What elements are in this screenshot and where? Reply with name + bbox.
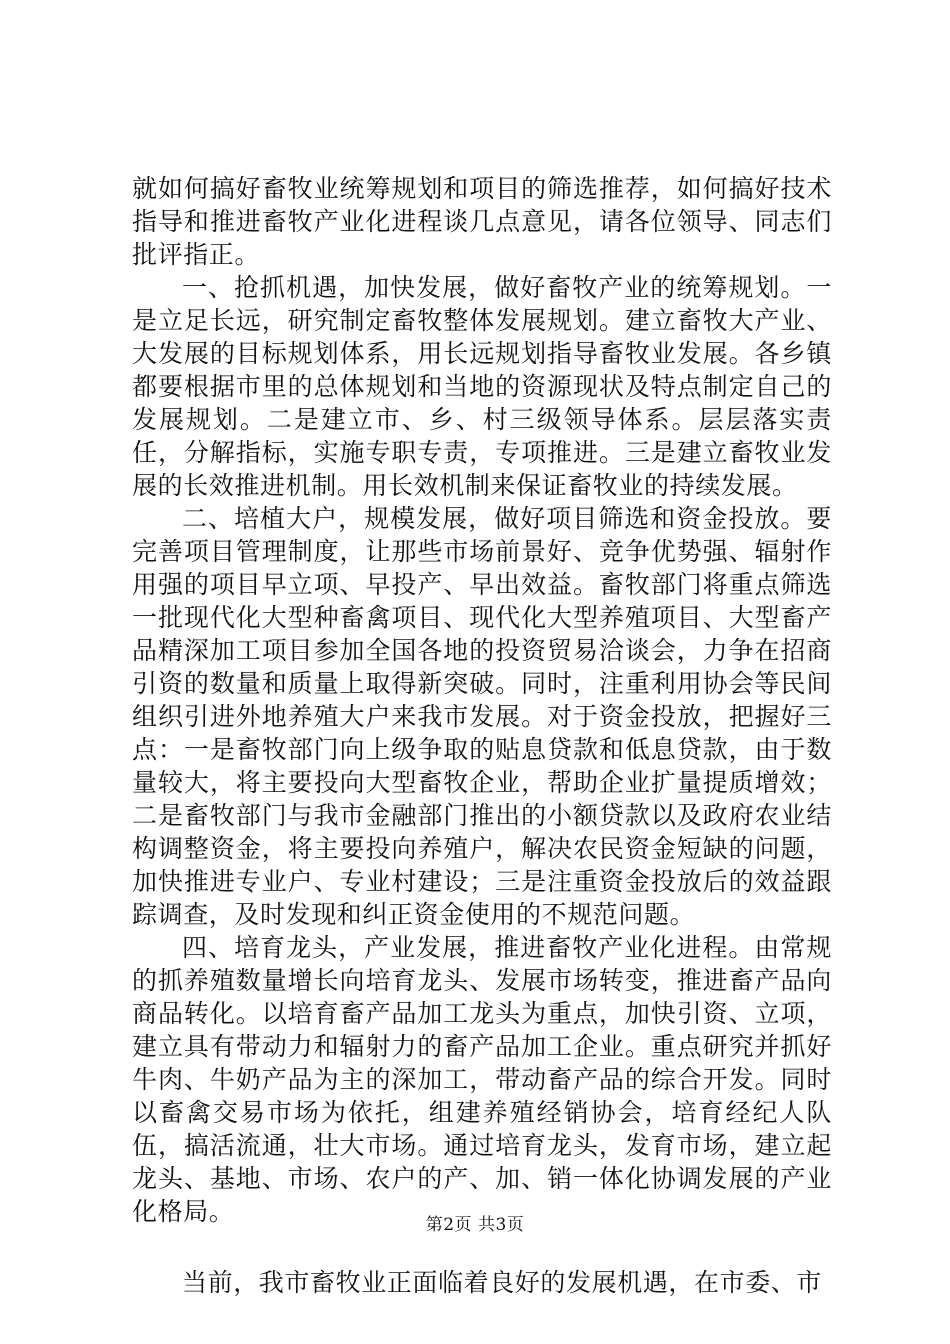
paragraph-intro: 就如何搞好畜牧业统筹规划和项目的筛选推荐，如何搞好技术指导和推进畜牧产业化进程谈几点意见，请各位领导、同志们批评指正。 — [132, 174, 832, 269]
page-footer: 第2页 共3页 — [425, 1215, 525, 1235]
paragraph-section-four: 四、培育龙头，产业发展，推进畜牧产业化进程。由常规的抓养殖数量增长向培育龙头、发展市场转变，推进畜产品向商品转化。以培育畜产品加工龙头为重点，加快引资、立项，建立具有带动力和辐射力的畜产品加工企业。重点研究并抓好牛肉、牛奶产品为主的深加工，带动畜产品的综合开发。同时以畜禽交易市场为依托，组建养殖经销协会，培育经纪人队伍，搞活流通，壮大市场。通过培育龙头，发育市场，建立起龙头、基地、市场、农户的产、加、销一体化协调发展的产业化格局。 — [132, 933, 832, 1226]
paragraph-closing: 当前，我市畜牧业正面临着良好的发展机遇，在市委、市 — [182, 1268, 823, 1297]
paragraph-section-one: 一、抢抓机遇，加快发展，做好畜牧产业的统筹规划。一是立足长远，研究制定畜牧整体发展规划。建立畜牧大产业、大发展的目标规划体系，用长远规划指导畜牧业发展。各乡镇都要根据市里的总体规划和当地的资源现状及特点制定自己的发展规划。二是建立市、乡、村三级领导体系。层层落实责任，分解指标，实施专职专责，专项推进。三是建立畜牧业发展的长效推进机制。用长效机制来保证畜牧业的持续发展。 — [132, 273, 832, 500]
document-body — [132, 172, 832, 1299]
paragraph-section-two: 二、培植大户，规模发展，做好项目筛选和资金投放。要完善项目管理制度，让那些市场前景好、竞争优势强、辐射作用强的项目早立项、早投产、早出效益。畜牧部门将重点筛选一批现代化大型种畜禽项目、现代化大型养殖项目、大型畜产品精深加工项目参加全国各地的投资贸易洽谈会，力争在招商引资的数量和质量上取得新突破。同时，注重利用协会等民间组织引进外地养殖大户来我市发展。对于资金投放，把握好三点：一是畜牧部门向上级争取的贴息贷款和低息贷款，由于数量较大，将主要投向大型畜牧企业，帮助企业扩量提质增效；二是畜牧部门与我市金融部门推出的小额贷款以及政府农业结构调整资金，将主要投向养殖户，解决农民资金短缺的问题，加快推进专业户、专业村建设；三是注重资金投放后的效益跟踪调查，及时发现和纠正资金使用的不规范问题。 — [132, 504, 832, 929]
